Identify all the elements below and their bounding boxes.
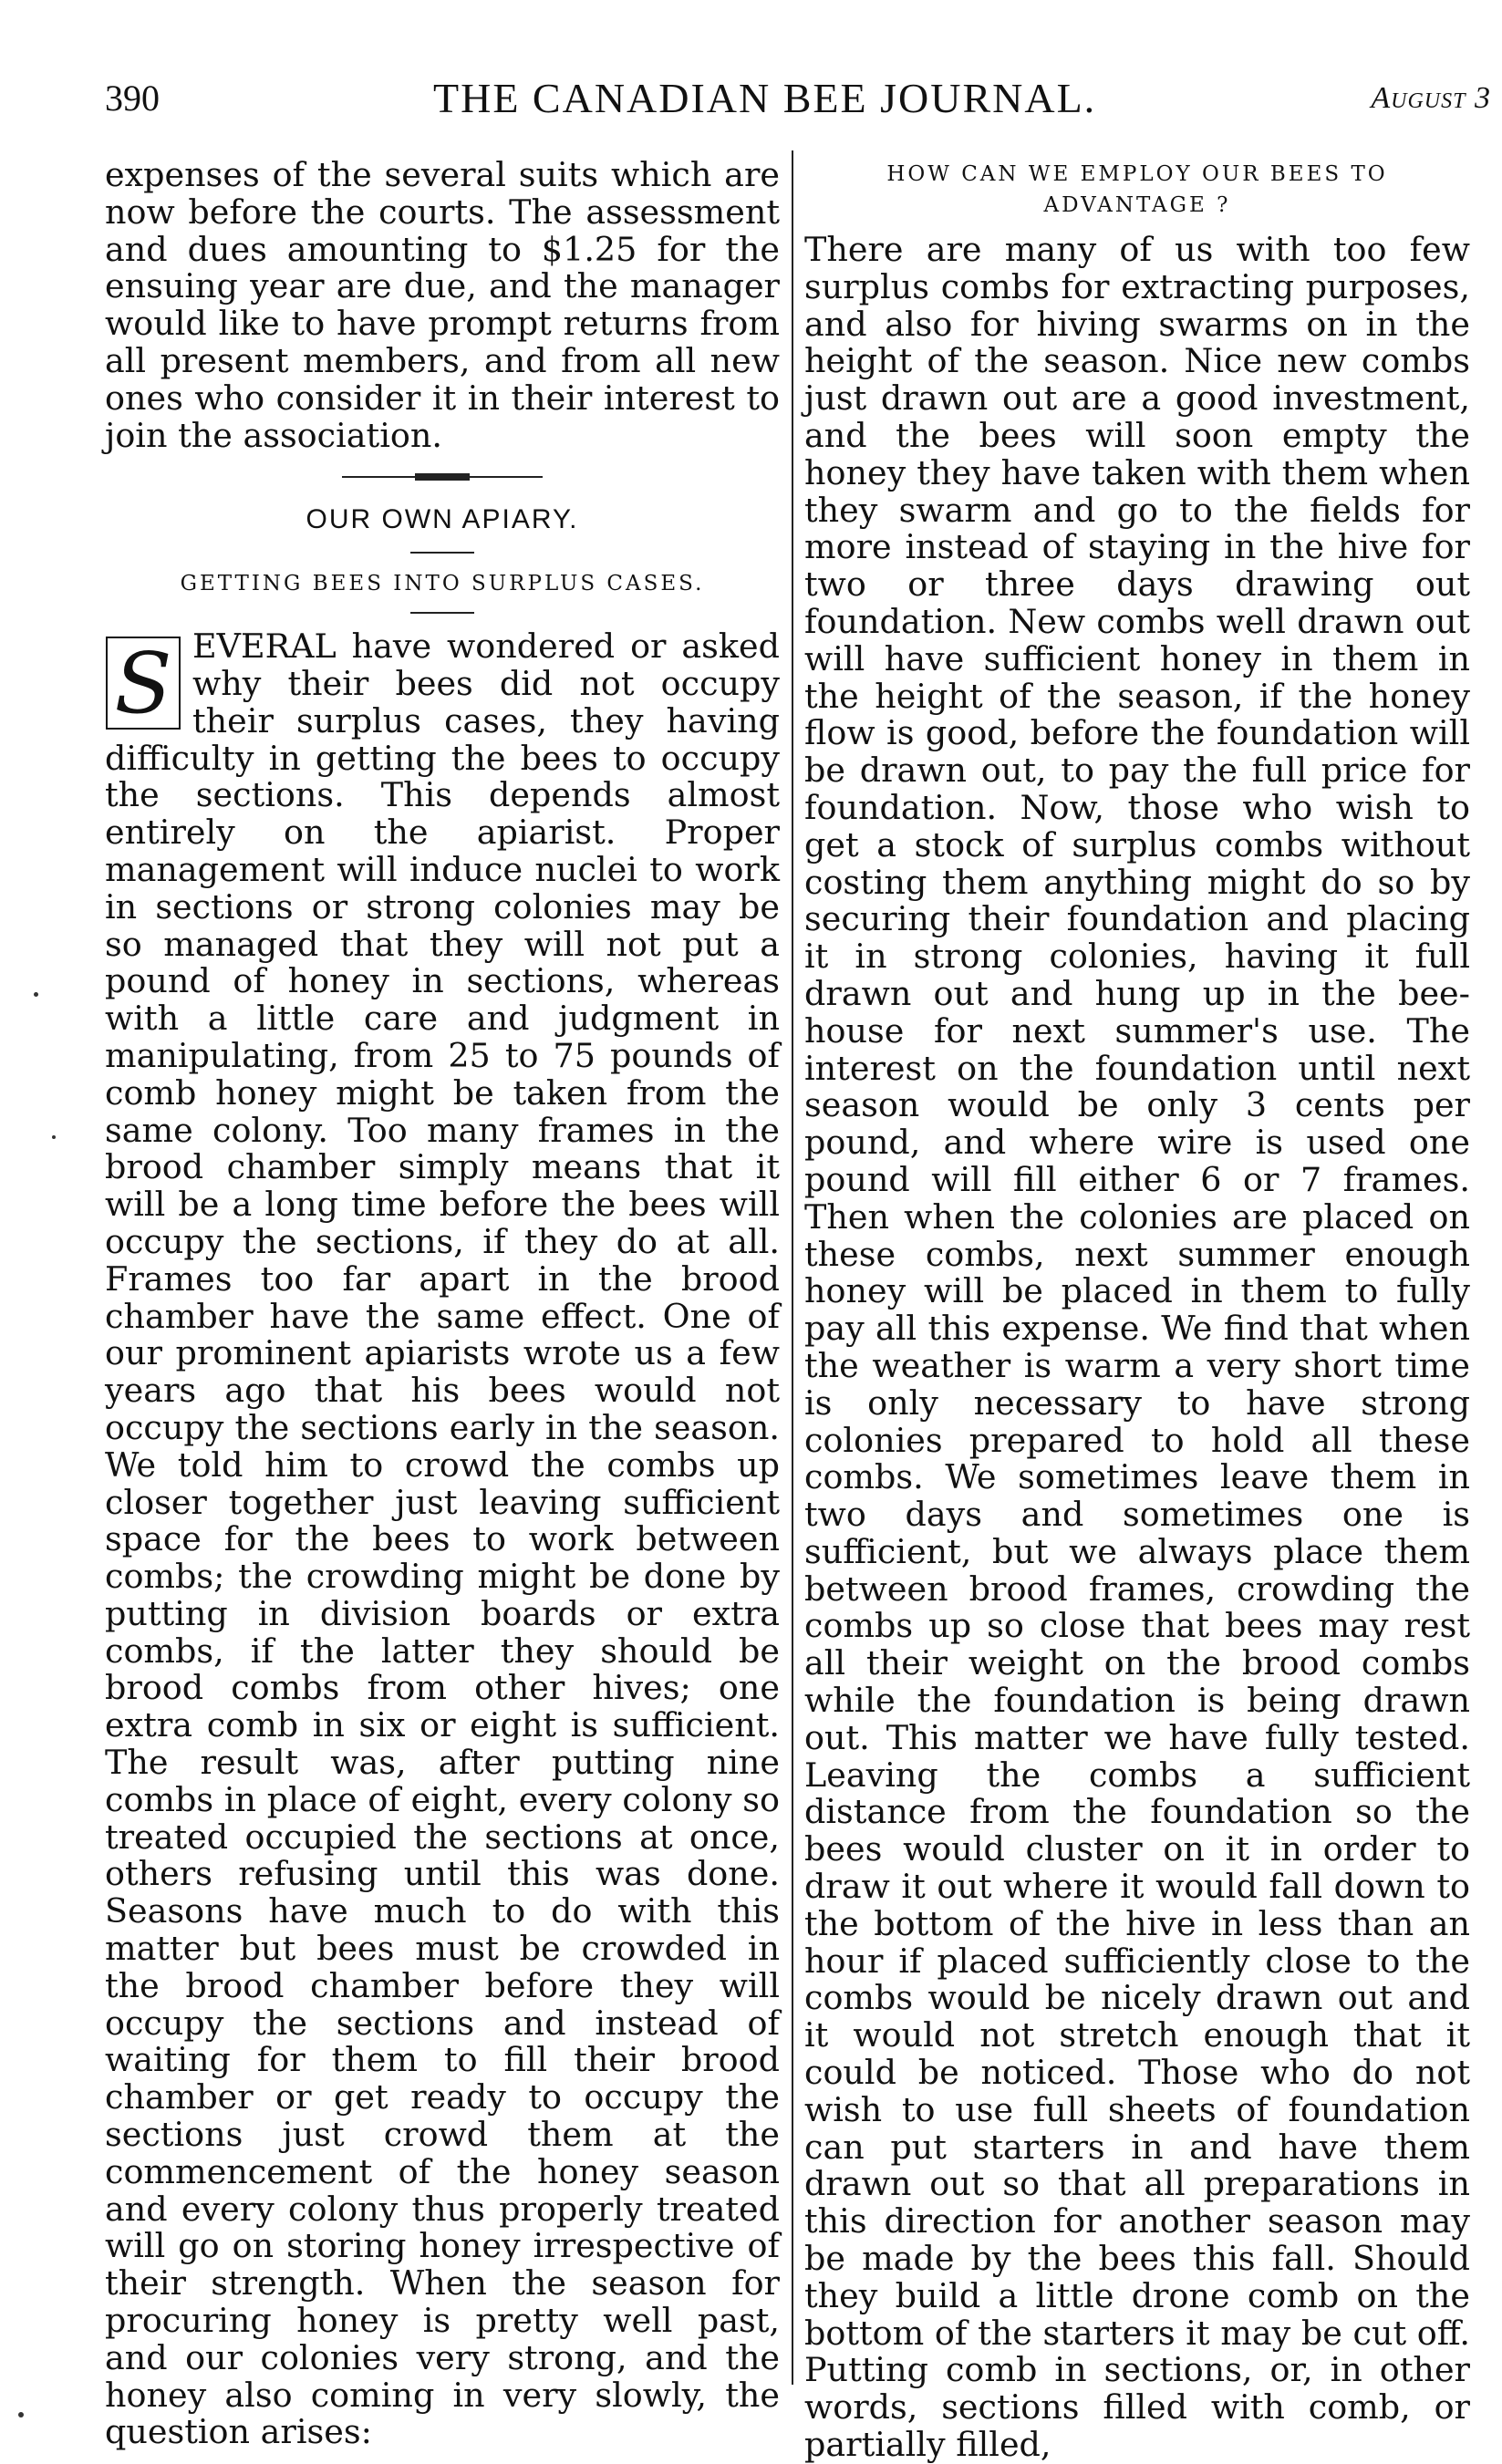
- page-header: [105, 71, 1491, 126]
- heading-rule: [410, 552, 474, 554]
- opening-paragraph: expenses of the several suits which are now before the courts. The assessment and dues amounting to $1.25 for the ensuing year are due, and the manager would like to have prompt returns from all present members, and from all new ones who consider it in their interest to join the association.: [105, 155, 780, 455]
- header-date: August 3: [1371, 81, 1491, 115]
- body-paragraph-right: There are many of us with too few surplus combs for extracting purposes, and also for hiving swarms on in the height of the season. Nice new combs just drawn out are a good investment, and the bees will soon empty the honey they have taken with them when they swarm and go to the fields for more instead of staying in the hive for two or three days drawing out foundation. New combs well drawn out will have sufficient honey in them in the height of the season, if the honey flow is good, before the foundation will be drawn out, to pay the full price for foundation. Now, those who wish to get a stock of surplus combs without costing them anything might do so by securing their foundation and placing it in strong colonies, having it full drawn out and hung up in the bee-house for next summer's use. The interest on the foundation until next season would be only 3 cents per pound, and where wire is used one pound will fill either 6 or 7 frames. Then when the colonies are placed on these combs, next summer enough honey will be placed in them to fully pay all this expense. We find that when the weather is warm a very short time is only necessary to have strong colonies prepared to hold all these combs. We sometimes leave them in two days and sometimes one is sufficient, but we always place them between brood frames, crowding the combs up so close that bees may rest all their weight on the brood combs while the foundation is being drawn out. This matter we have fully tested. Leaving the combs a sufficient distance from the foundation so the bees would cluster on it in order to draw it out where it would fall down to the bottom of the hive in less than an hour if placed sufficiently close to the combs would be nicely drawn out and it would not stretch enough that it could be noticed. Those who do not wish to use full sheets of foundation can put starters in and have them drawn out so that all preparations in this direction for another season may be made by the bees this fall. Should they build a little drone comb on the bottom of the starters it may be cut off. Putting comb in sections, or, in other words, sections filled with comb, or partially filled,: [804, 230, 1470, 2464]
- subheading-rule: [410, 612, 474, 614]
- ornamental-divider: [342, 471, 543, 483]
- page-number: 390: [105, 78, 160, 119]
- scan-speck: [18, 2412, 24, 2417]
- scan-speck: [34, 992, 38, 997]
- drop-cap-letter: S: [114, 636, 172, 731]
- section-heading: OUR OWN APIARY.: [306, 504, 579, 535]
- running-title: THE CANADIAN BEE JOURNAL.: [433, 75, 1097, 121]
- right-column: [804, 157, 1470, 2464]
- article-body: [105, 628, 780, 2451]
- body-paragraph-left: EVERAL have wondered or asked why their bees did not occupy their surplus cases, they having difficulty in getting the bees to occupy the sections. This depends almost entirely on the apiarist. Proper management will induce nuclei to work in sections or strong colonies may be so managed that they will not put a pound of honey in sections, whereas with a little care and judgment in manipulating, from 25 to 75 pounds of comb honey might be taken from the same colony. Too many frames in the brood chamber simply means that it will be a long time before the bees will occupy the sections, if they do at all. Frames too far apart in the brood chamber have the same effect. One of our prominent apiarists wrote us a few years ago that his bees would not occupy the sections early in the season. We told him to crowd the combs up closer together just leaving sufficient space for the bees to work between combs; the crowding might be done by putting in division boards or extra combs, if the latter they should be brood combs from other hives; one extra comb in six or eight is sufficient. The result was, after putting nine combs in place of eight, every colony so treated occupied the sections at once, others refusing until this was done. Seasons have much to do with this matter but bees must be crowded in the brood chamber before they will occupy the sections and instead of waiting for them to fill their brood chamber or get ready to occupy the sections just crowd them at the commencement of the honey season and every colony thus properly treated will go on storing honey irrespective of their strength. When the season for procuring honey is pretty well past, and our colonies very strong, and the honey also coming in very slowly, the question arises:: [105, 626, 780, 2452]
- column-divider: [792, 150, 793, 2385]
- right-column-heading: HOW CAN WE EMPLOY OUR BEES TO ADVANTAGE ?: [886, 162, 1388, 217]
- left-column: [105, 157, 780, 2451]
- scan-speck: [52, 1135, 56, 1139]
- sub-heading: GETTING BEES INTO SURPLUS CASES.: [180, 572, 705, 596]
- drop-cap-s: [105, 636, 181, 730]
